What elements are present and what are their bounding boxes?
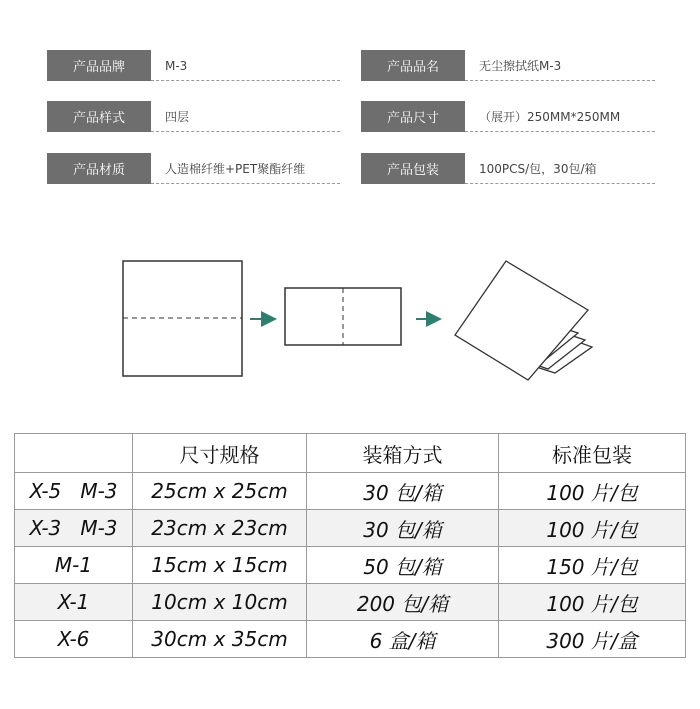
table-header: 标准包装 <box>499 434 686 473</box>
spec-value: M-3 <box>165 58 188 73</box>
spec-value: （展开）250MM*250MM <box>479 110 621 124</box>
spec-value: 无尘擦拭纸M-3 <box>479 59 562 73</box>
dotted-divider <box>151 80 340 81</box>
carton-cell: 50 包/箱 <box>307 547 499 584</box>
spec-label: 产品品名 <box>361 50 465 81</box>
spec-value: 四层 <box>165 110 190 124</box>
table-row <box>15 584 686 621</box>
model-cell: X-3 M-3 <box>15 510 133 547</box>
folding-diagram <box>110 245 610 410</box>
spec-size <box>361 101 655 132</box>
spec-packaging <box>361 153 655 184</box>
model-cell: X-6 <box>15 621 133 658</box>
model-cell: X-1 <box>15 584 133 621</box>
dotted-divider <box>465 80 655 81</box>
table-row <box>15 547 686 584</box>
dotted-divider <box>151 183 340 184</box>
model-cell: X-5 M-3 <box>15 473 133 510</box>
table-row <box>15 473 686 510</box>
spec-style <box>47 101 340 132</box>
spec-value: 人造棉纤维+PET聚酯纤维 <box>165 162 306 176</box>
dotted-divider <box>465 131 655 132</box>
dotted-divider <box>465 183 655 184</box>
model-cell: M-1 <box>15 547 133 584</box>
size-cell: 15cm x 15cm <box>133 547 307 584</box>
table-header-row <box>15 434 686 473</box>
table-header <box>15 434 133 473</box>
spec-label: 产品包装 <box>361 153 465 184</box>
spec-brand <box>47 50 340 81</box>
spec-label: 产品品牌 <box>47 50 151 81</box>
spec-material <box>47 153 340 184</box>
package-cell: 100 片/包 <box>499 584 686 621</box>
folded-stack <box>455 261 592 380</box>
size-cell: 25cm x 25cm <box>133 473 307 510</box>
table-header: 尺寸规格 <box>133 434 307 473</box>
half-folded-sheet <box>285 288 401 345</box>
carton-cell: 6 盒/箱 <box>307 621 499 658</box>
size-cell: 30cm x 35cm <box>133 621 307 658</box>
package-cell: 300 片/盒 <box>499 621 686 658</box>
table-row <box>15 621 686 658</box>
carton-cell: 30 包/箱 <box>307 473 499 510</box>
spec-product-name <box>361 50 655 81</box>
size-cell: 23cm x 23cm <box>133 510 307 547</box>
package-cell: 100 片/包 <box>499 510 686 547</box>
table-row <box>15 510 686 547</box>
table-header: 装箱方式 <box>307 434 499 473</box>
spec-table <box>14 433 686 658</box>
spec-label: 产品尺寸 <box>361 101 465 132</box>
size-cell: 10cm x 10cm <box>133 584 307 621</box>
package-cell: 150 片/包 <box>499 547 686 584</box>
carton-cell: 30 包/箱 <box>307 510 499 547</box>
package-cell: 100 片/包 <box>499 473 686 510</box>
unfolded-sheet <box>123 261 242 376</box>
spec-label: 产品材质 <box>47 153 151 184</box>
carton-cell: 200 包/箱 <box>307 584 499 621</box>
dotted-divider <box>151 131 340 132</box>
spec-value: 100PCS/包，30包/箱 <box>479 162 597 176</box>
spec-label: 产品样式 <box>47 101 151 132</box>
